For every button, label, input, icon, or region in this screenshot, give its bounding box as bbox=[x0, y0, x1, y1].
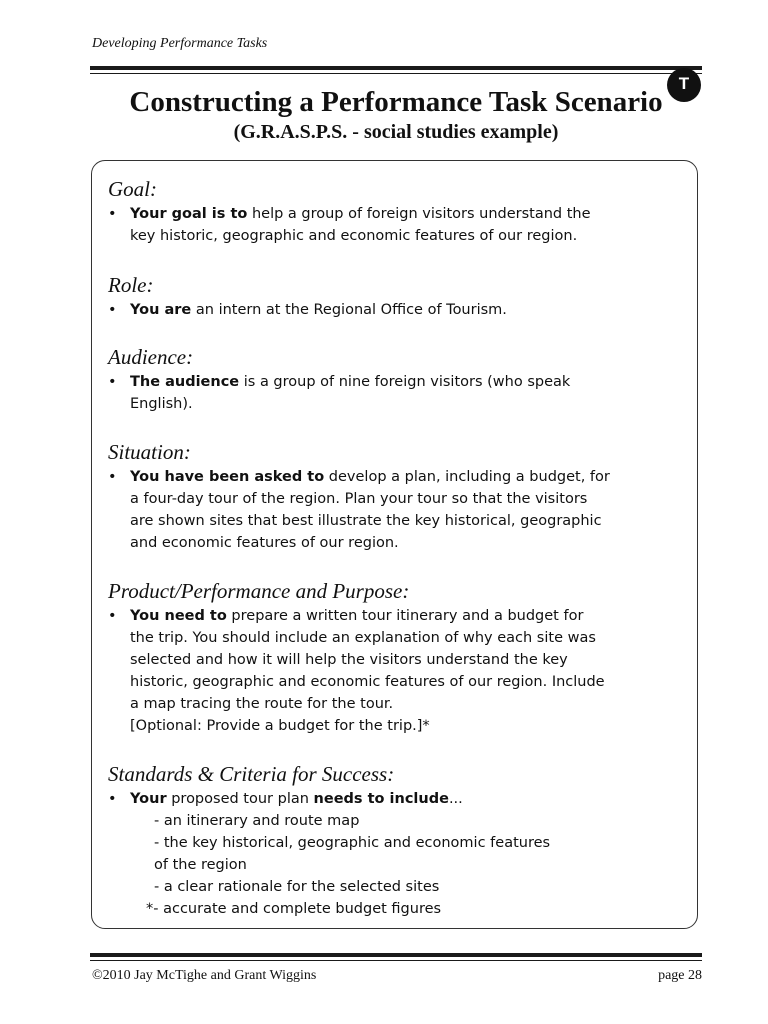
product-optional-note: [Optional: Provide a budget for the trip.]* bbox=[130, 718, 430, 734]
standards-ellipsis: ... bbox=[448, 791, 463, 807]
bullet-icon: • bbox=[108, 374, 117, 390]
situation-heading: Situation: bbox=[108, 440, 191, 464]
bullet-icon: • bbox=[108, 206, 117, 222]
goal-keyword: Your goal is to bbox=[130, 206, 248, 222]
role-text: an intern at the Regional Office of Tourism. bbox=[191, 302, 507, 318]
copyright-text: ©2010 Jay McTighe and Grant Wiggins bbox=[92, 968, 317, 983]
section-standards bbox=[108, 762, 688, 920]
product-text: prepare a written tour itinerary and a budget for bbox=[226, 608, 584, 624]
section-role bbox=[108, 273, 688, 321]
situation-text-cont-2: are shown sites that best illustrate the key historical, geographic bbox=[130, 513, 602, 529]
criteria-item-3: - a clear rationale for the selected sites bbox=[154, 879, 440, 895]
criteria-item-2-cont: of the region bbox=[154, 857, 247, 873]
role-heading: Role: bbox=[108, 273, 154, 297]
section-situation bbox=[108, 440, 688, 554]
product-heading: Product/Performance and Purpose: bbox=[108, 579, 410, 603]
header-rule bbox=[90, 66, 702, 70]
goal-heading: Goal: bbox=[108, 177, 157, 201]
product-text-cont-1: the trip. You should include an explanation of why each site was bbox=[130, 630, 596, 646]
situation-text-cont-3: and economic features of our region. bbox=[130, 535, 399, 551]
section-product bbox=[108, 579, 688, 737]
standards-text: proposed tour plan bbox=[166, 791, 314, 807]
product-text-cont-2: selected and how it will help the visitors understand the key bbox=[130, 652, 568, 668]
situation-keyword: You have been asked to bbox=[130, 469, 325, 485]
tool-badge: T bbox=[667, 68, 701, 102]
audience-keyword: The audience bbox=[130, 374, 240, 390]
bullet-icon: • bbox=[108, 791, 117, 807]
product-text-cont-4: a map tracing the route for the tour. bbox=[130, 696, 394, 712]
section-goal bbox=[108, 177, 688, 247]
product-text-cont-3: historic, geographic and economic features of our region. Include bbox=[130, 674, 605, 690]
page-number: page 28 bbox=[658, 968, 702, 983]
goal-text-cont: key historic, geographic and economic features of our region. bbox=[130, 228, 578, 244]
goal-text: help a group of foreign visitors understand the bbox=[247, 206, 591, 222]
bullet-icon: • bbox=[108, 469, 117, 485]
page-subtitle: (G.R.A.S.P.S. - social studies example) bbox=[233, 121, 559, 143]
criteria-item-4: *- accurate and complete budget figures bbox=[146, 901, 442, 917]
role-keyword: You are bbox=[130, 302, 192, 318]
bullet-icon: • bbox=[108, 608, 117, 624]
criteria-item-2: - the key historical, geographic and economic features bbox=[154, 835, 551, 851]
running-header: Developing Performance Tasks bbox=[92, 36, 268, 51]
criteria-item-1: - an itinerary and route map bbox=[154, 813, 360, 829]
audience-text: is a group of nine foreign visitors (who speak bbox=[239, 374, 571, 390]
situation-text: develop a plan, including a budget, for bbox=[324, 469, 610, 485]
bullet-icon: • bbox=[108, 302, 117, 318]
footer-rule bbox=[90, 953, 702, 957]
situation-text-cont-1: a four-day tour of the region. Plan your tour so that the visitors bbox=[130, 491, 588, 507]
standards-heading: Standards & Criteria for Success: bbox=[108, 762, 395, 786]
product-keyword: You need to bbox=[130, 608, 227, 624]
page-title: Constructing a Performance Task Scenario bbox=[129, 86, 663, 118]
audience-heading: Audience: bbox=[108, 345, 194, 369]
section-audience bbox=[108, 345, 688, 415]
standards-keyword-your: Your bbox=[130, 791, 167, 807]
audience-text-cont: English). bbox=[130, 396, 193, 412]
standards-keyword-needs: needs to include bbox=[313, 791, 449, 807]
